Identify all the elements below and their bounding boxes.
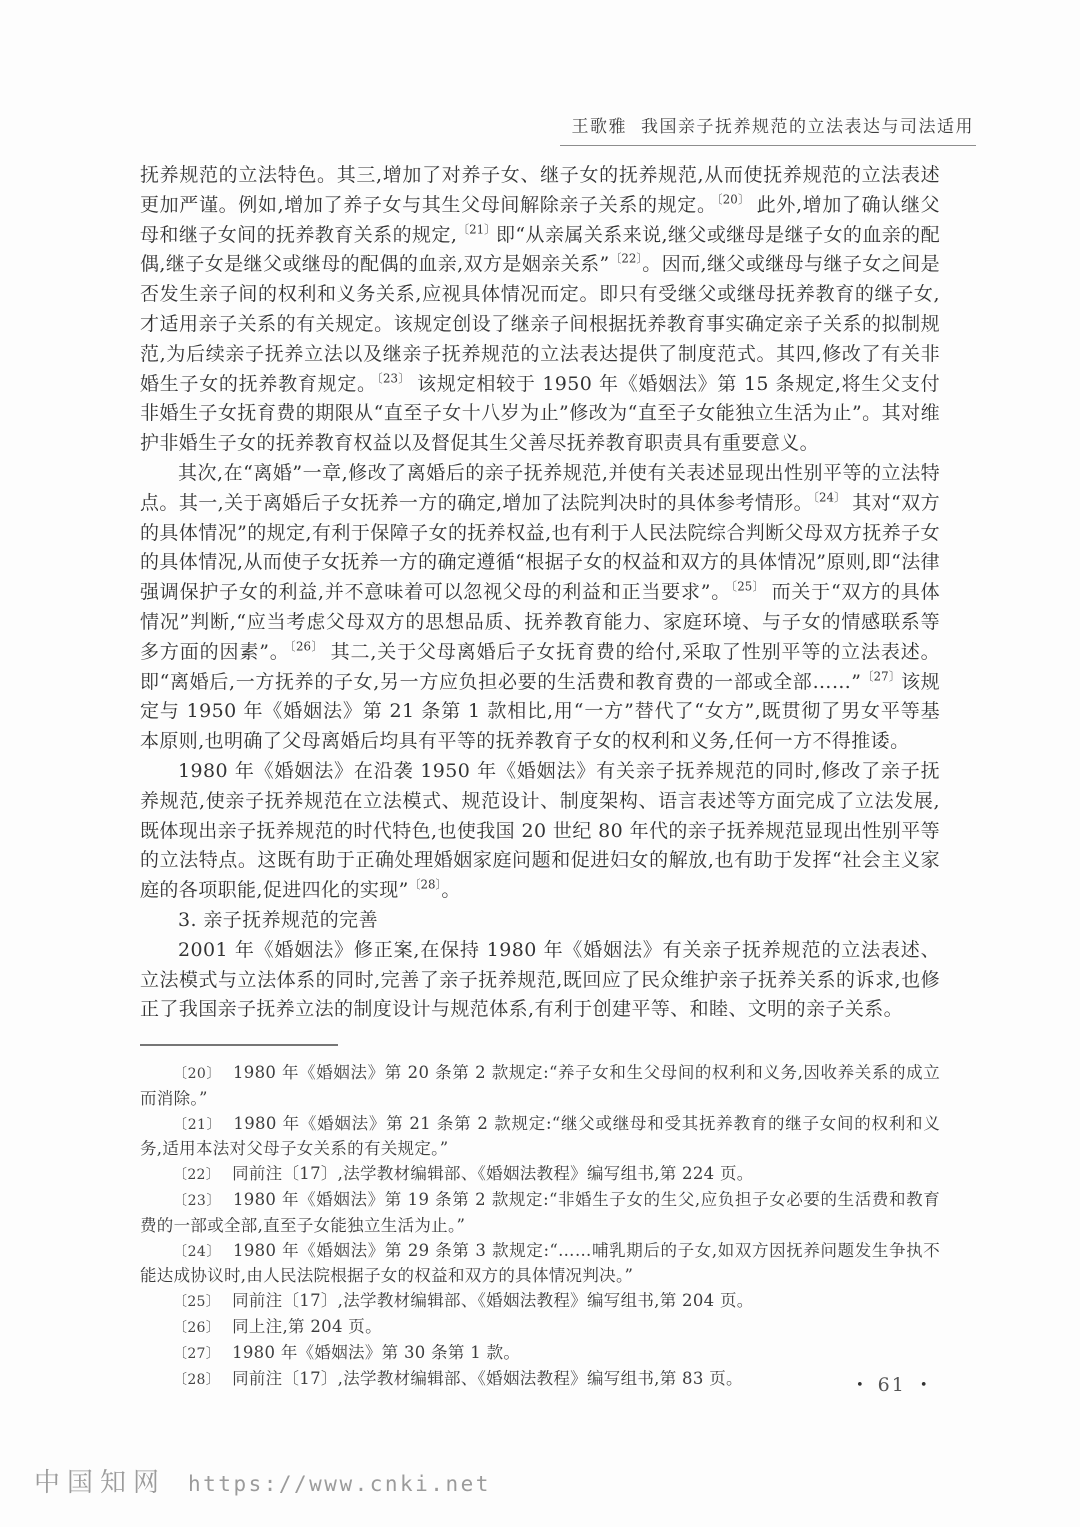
text-run: 该规定与 1950 年《婚姻法》第 21 条第 1 款相比,用“一方”替代了“女方”,既贯彻了男女平等基本原则,也明确了父母离婚后均具有平等的抚养教育子女的权利和义务,任何一方不得推诿。 [140, 670, 940, 753]
footnote-ref: 〔24〕 [813, 490, 846, 505]
cnki-url: https://www.cnki.net [188, 1472, 491, 1496]
footnote-text: 1980 年《婚姻法》第 20 条第 2 款规定:“养子女和生父母间的权利和义务,因收养关系的成立而消除。” [140, 1063, 940, 1108]
footnote-text: 同前注〔17〕,法学教材编辑部、《婚姻法教程》编写组书,第 224 页。 [232, 1164, 754, 1184]
article-body [140, 161, 940, 1025]
footnote-marker: 〔27〕 [173, 1345, 221, 1362]
text-run: 3. 亲子抚养规范的完善 [178, 908, 378, 931]
footnote-item [140, 1341, 940, 1367]
header-article-title: 我国亲子抚养规范的立法表达与司法适用 [641, 117, 974, 137]
cnki-site-name: 中国知网 [34, 1468, 167, 1498]
footnote-item [140, 1162, 940, 1188]
text-run: 即“从亲属关系来说,继父或继母是继子女的血亲的配偶,继子女是继父或继母的配偶的血亲,双方是姻亲关系” [140, 223, 940, 276]
footnote-item [140, 1061, 940, 1112]
footnote-marker: 〔21〕 [173, 1116, 222, 1133]
para-section-heading-3 [140, 906, 940, 936]
footnote-separator [140, 1044, 338, 1046]
footnote-marker: 〔26〕 [173, 1319, 221, 1336]
footnote-item [140, 1367, 940, 1393]
footnote-marker: 〔22〕 [173, 1167, 221, 1184]
footnote-marker: 〔28〕 [173, 1371, 221, 1388]
footnote-item [140, 1239, 940, 1290]
footnote-ref: 〔23〕 [376, 371, 411, 386]
page-number-dot-left: • [856, 1377, 864, 1393]
footnote-item [140, 1188, 940, 1239]
page-number [856, 1374, 928, 1396]
para-2001-amendment [140, 936, 940, 1025]
footnote-ref: 〔25〕 [731, 579, 765, 594]
footnote-text: 同前注〔17〕,法学教材编辑部、《婚姻法教程》编写组书,第 83 页。 [232, 1368, 743, 1388]
footnote-ref: 〔27〕 [861, 669, 901, 684]
footnote-ref: 〔20〕 [716, 192, 750, 207]
text-run: 而关于“双方的具体情况”判断,“应当考虑父母双方的思想品质、抚养教育能力、家庭环境、与子女的情感联系等多方面的因素”。 [140, 581, 940, 663]
para-divorce-chapter [140, 459, 940, 757]
cnki-watermark [34, 1462, 491, 1499]
footnote-item [140, 1112, 940, 1163]
text-run: 其二,关于父母离婚后子女抚育费的给付,采取了性别平等的立法表述。即“离婚后,一方抚养的子女,另一方应负担必要的生活费和教育费的一部或全部……” [140, 640, 941, 693]
footnote-item [140, 1315, 940, 1341]
para-adoption-step-children [140, 161, 940, 459]
footnote-ref: 〔22〕 [609, 252, 643, 267]
footnote-marker: 〔24〕 [173, 1243, 222, 1260]
page-number-value: 61 [877, 1374, 906, 1396]
footnote-item [140, 1289, 940, 1315]
footnote-text: 1980 年《婚姻法》第 19 条第 2 款规定:“非婚生子女的生父,应负担子女必要的生活费和教育费的一部或全部,直至子女能独立生活为止。” [140, 1189, 940, 1235]
footnote-text: 同前注〔17〕,法学教材编辑部、《婚姻法教程》编写组书,第 204 页。 [232, 1291, 754, 1311]
footnote-ref: 〔28〕 [408, 877, 442, 892]
running-header [560, 112, 977, 146]
footnote-marker: 〔20〕 [173, 1066, 221, 1082]
footnote-text: 1980 年《婚姻法》第 29 条第 3 款规定:“……哺乳期后的子女,如双方因抚养问题发生争执不能达成协议时,由人民法院根据子女的权益和双方的具体情况判决。” [140, 1240, 940, 1286]
text-run: 2001 年《婚姻法》修正案,在保持 1980 年《婚姻法》有关亲子抚养规范的立法表述、立法模式与立法体系的同时,完善了亲子抚养规范,既回应了民众维护亲子抚养关系的诉求,也修正了我国亲子抚养立法的制度设计与规范体系,有利于创建平等、和睦、文明的亲子关系。 [140, 938, 940, 1021]
footnote-ref: 〔26〕 [289, 639, 324, 654]
footnote-ref: 〔21〕 [457, 222, 496, 237]
footnote-marker: 〔25〕 [173, 1294, 221, 1311]
footnote-marker: 〔23〕 [173, 1192, 221, 1209]
text-run: 该规定相较于 1950 年《婚姻法》第 15 条规定,将生父支付非婚生子女抚育费的期限从“直至子女十八岁为止”修改为“直至子女能独立生活为止”。其对维护非婚生子女的抚养教育权益以及督促其生父善尽抚养教育职责具有重要意义。 [140, 372, 940, 455]
text-run: 此外,增加了确认继父母和继子女间的抚养教育关系的规定, [140, 193, 940, 246]
page-number-dot-right: • [919, 1377, 928, 1393]
text-run: 其次,在“离婚”一章,修改了离婚后的亲子抚养规范,并使有关表述显现出性别平等的立法特点。其一,关于离婚后子女抚养一方的确定,增加了法院判决时的具体参考情形。 [140, 461, 940, 514]
text-run: 抚养规范的立法特色。其三,增加了对养子女、继子女的抚养规范,从而使抚养规范的立法表述更加严谨。例如,增加了养子女与其生父母间解除亲子关系的规定。 [140, 164, 940, 216]
header-author: 王歌雅 [571, 117, 627, 137]
text-run: 。 [441, 879, 461, 902]
text-run: 1980 年《婚姻法》在沿袭 1950 年《婚姻法》有关亲子抚养规范的同时,修改了亲子抚养规范,使亲子抚养规范在立法模式、规范设计、制度架构、语言表述等方面完成了立法发展,既体现出亲子抚养规范的时代特色,也使我国 20 世纪 80 年代的亲子抚养规范显现出性别平等的立法特点。这既有助于正确处理婚姻家庭问题和促进妇女的解放,也有助于发挥“社会主义家庭的各项职能,促进四化的实现” [140, 759, 940, 902]
footnotes-block [140, 1061, 940, 1392]
text-run: 其对“双方的具体情况”的规定,有利于保障子女的抚养权益,也有利于人民法院综合判断父母双方抚养子女的具体情况,从而使子女抚养一方的确定遵循“根据子女的权益和双方的具体情况”原则,即“法律强调保护子女的利益,并不意味着可以忽视父母的利益和正当要求”。 [140, 491, 941, 604]
footnote-text: 1980 年《婚姻法》第 21 条第 2 款规定:“继父或继母和受其抚养教育的继子女间的权利和义务,适用本法对父母子女关系的有关规定。” [140, 1113, 940, 1159]
footnote-text: 同上注,第 204 页。 [232, 1316, 382, 1336]
para-1980-law-summary [140, 757, 940, 906]
text-run: 。因而,继父或继母与继子女之间是否发生亲子间的权利和义务关系,应视具体情况而定。即只有受继父或继母抚养教育的继子女,才适用亲子关系的有关规定。该规定创设了继亲子间根据抚养教育事实确定亲子关系的拟制规范,为后续亲子抚养立法以及继亲子抚养规范的立法表达提供了制度范式。其四,修改了有关非婚生子女的抚养教育规定。 [140, 253, 940, 395]
footnote-text: 1980 年《婚姻法》第 30 条第 1 款。 [232, 1342, 521, 1362]
